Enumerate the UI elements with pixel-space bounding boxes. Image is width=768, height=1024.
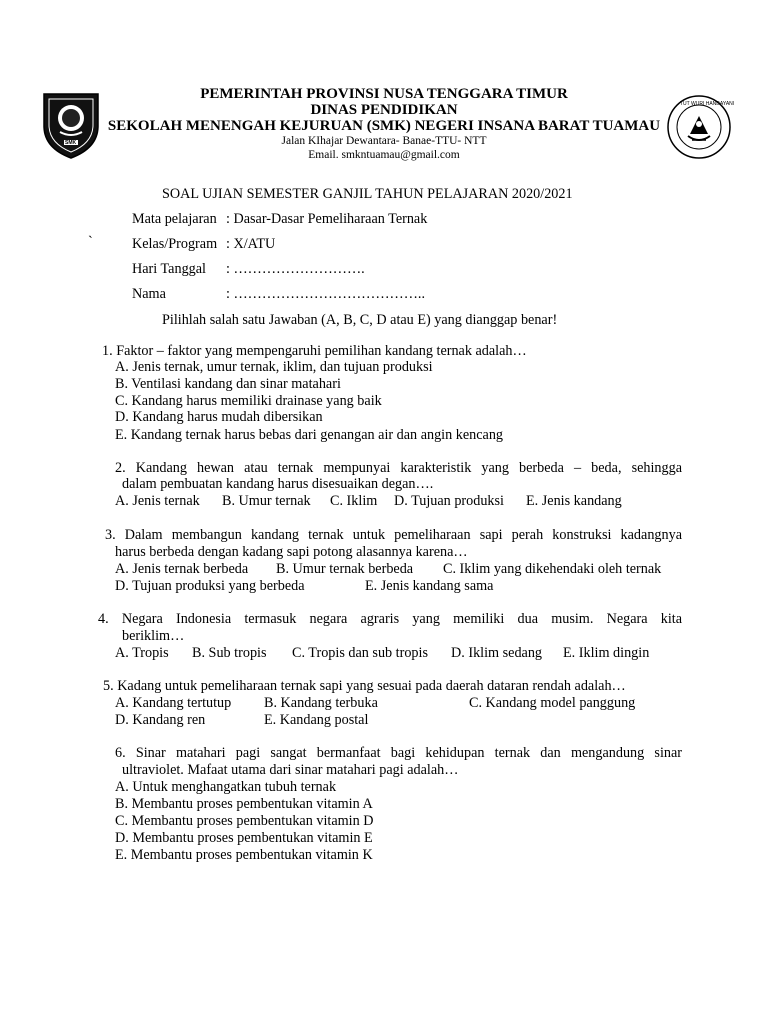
q6-option-a: A. Untuk menghangatkan tubuh ternak: [115, 779, 337, 795]
q4-option-b: B. Sub tropis: [192, 645, 267, 661]
exam-title: SOAL UJIAN SEMESTER GANJIL TAHUN PELAJARAN 2020/2021: [162, 186, 573, 202]
field-label-date: Hari Tanggal: [132, 261, 206, 277]
q2-option-b: B. Umur ternak: [222, 493, 311, 509]
header-government: PEMERINTAH PROVINSI NUSA TENGGARA TIMUR: [200, 86, 568, 102]
stray-mark: `: [88, 234, 93, 250]
q6-option-e: E. Membantu proses pembentukan vitamin K: [115, 847, 373, 863]
header-department: DINAS PENDIDIKAN: [310, 102, 458, 118]
header-email: Email. smkntuamau@gmail.com: [308, 149, 460, 161]
left-logo-text: SMK: [65, 140, 77, 146]
q3-option-c: C. Iklim yang dikehendaki oleh ternak: [443, 561, 662, 577]
q1-option-a: A. Jenis ternak, umur ternak, iklim, dan tujuan produksi: [115, 359, 433, 375]
question-3-line-1: 3. Dalam membangun kandang ternak untuk pemeliharaan sapi perah konstruksi kadangnya: [105, 527, 682, 543]
header-address: Jalan KIhajar Dewantara- Banae-TTU- NTT: [281, 135, 487, 147]
q1-option-d: D. Kandang harus mudah dibersikan: [115, 409, 323, 425]
q4-option-a: A. Tropis: [115, 645, 169, 661]
question-4-line-1: 4. Negara Indonesia termasuk negara agraris yang memiliki dua musim. Negara kita: [98, 611, 682, 627]
q1-option-c: C. Kandang harus memiliki drainase yang baik: [115, 393, 382, 409]
q3-option-e: E. Jenis kandang sama: [365, 578, 494, 594]
q4-option-e: E. Iklim dingin: [563, 645, 650, 661]
question-6-line-2: ultraviolet. Mafaat utama dari sinar matahari pagi adalah…: [122, 762, 459, 778]
q3-option-b: B. Umur ternak berbeda: [276, 561, 414, 577]
field-label-subject: Mata pelajaran: [132, 211, 217, 227]
q1-option-b: B. Ventilasi kandang dan sinar matahari: [115, 376, 341, 392]
question-3-line-2: harus berbeda dengan kadang sapi potong alasannya karena…: [115, 544, 468, 560]
q6-option-b: B. Membantu proses pembentukan vitamin A: [115, 796, 373, 812]
question-6-line-1: 6. Sinar matahari pagi sangat bermanfaat bagi kehidupan ternak dan mengandung sinar: [115, 745, 682, 761]
q5-option-b: B. Kandang terbuka: [264, 695, 378, 711]
instruction: Pilihlah salah satu Jawaban (A, B, C, D atau E) yang dianggap benar!: [162, 312, 558, 328]
field-value-class: : X/ATU: [226, 236, 276, 252]
field-value-subject: : Dasar-Dasar Pemeliharaan Ternak: [226, 211, 428, 227]
q6-option-d: D. Membantu proses pembentukan vitamin E: [115, 830, 373, 846]
q2-option-d: D. Tujuan produksi: [394, 493, 504, 509]
q3-option-a: A. Jenis ternak berbeda: [115, 561, 249, 577]
right-logo-text: TUT WURI HANDAYANI: [680, 101, 735, 107]
q5-option-a: A. Kandang tertutup: [115, 695, 232, 711]
question-5: 5. Kadang untuk pemeliharaan ternak sapi yang sesuai pada daerah dataran rendah adalah…: [103, 678, 626, 694]
question-2-line-1: 2. Kandang hewan atau ternak mempunyai karakteristik yang berbeda – beda, sehingga: [115, 460, 682, 476]
header-school: SEKOLAH MENENGAH KEJURUAN (SMK) NEGERI INSANA BARAT TUAMAU: [107, 118, 661, 134]
q2-option-e: E. Jenis kandang: [526, 493, 622, 509]
field-value-date: : ……………………….: [226, 261, 365, 277]
q5-option-d: D. Kandang ren: [115, 712, 206, 728]
field-value-name: : …………………………………..: [226, 286, 426, 302]
field-label-class: Kelas/Program: [132, 236, 218, 252]
q6-option-c: C. Membantu proses pembentukan vitamin D: [115, 813, 374, 829]
q4-option-d: D. Iklim sedang: [451, 645, 543, 661]
q3-option-d: D. Tujuan produksi yang berbeda: [115, 578, 305, 594]
field-label-name: Nama: [132, 286, 166, 302]
q4-option-c: C. Tropis dan sub tropis: [292, 645, 428, 661]
q2-option-c: C. Iklim: [330, 493, 378, 509]
q5-option-e: E. Kandang postal: [264, 712, 369, 728]
q1-option-e: E. Kandang ternak harus bebas dari genangan air dan angin kencang: [115, 427, 504, 443]
question-1: 1. Faktor – faktor yang mempengaruhi pemilihan kandang ternak adalah…: [102, 343, 527, 359]
q2-option-a: A. Jenis ternak: [115, 493, 200, 509]
question-4-line-2: beriklim…: [122, 628, 185, 644]
q5-option-c: C. Kandang model panggung: [469, 695, 636, 711]
question-2-line-2: dalam pembuatan kandang harus disesuaikan degan….: [122, 476, 434, 492]
